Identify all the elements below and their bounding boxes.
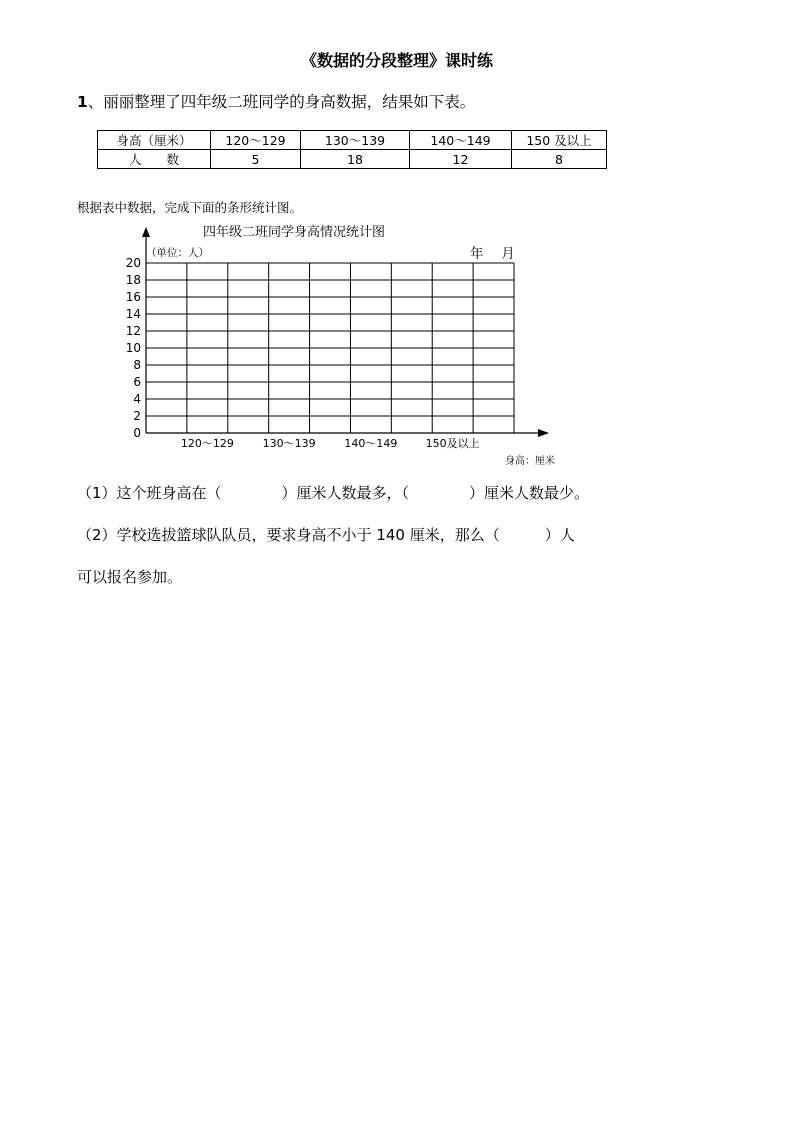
table-cell: 12 <box>410 150 512 169</box>
table-cell: 5 <box>211 150 301 169</box>
bar-chart <box>0 215 794 475</box>
question-text: 、丽丽整理了四年级二班同学的身高数据，结果如下表。 <box>87 93 476 111</box>
sub-question-2-continued: 可以报名参加。 <box>77 568 183 586</box>
y-tick-label: 14 <box>125 307 141 321</box>
y-tick-label: 8 <box>133 358 141 372</box>
chart-title: 四年级二班同学身高情况统计图 <box>202 225 386 240</box>
x-axis-label: 身高：厘米 <box>505 456 555 467</box>
x-tick-label: 130～139 <box>262 437 316 450</box>
y-tick-label: 2 <box>133 409 141 423</box>
table-cell: 120～129 <box>211 131 301 150</box>
y-tick-label: 4 <box>133 392 141 406</box>
table-cell: 人 数 <box>98 150 211 169</box>
x-tick-label: 120～129 <box>180 437 234 450</box>
chart-date-label: 年 月 <box>470 246 515 262</box>
sub-question-2: （2）学校选拔篮球队队员，要求身高不小于 140 厘米，那么（ ）人 <box>77 526 575 544</box>
instruction-text: 根据表中数据，完成下面的条形统计图。 <box>77 200 303 215</box>
y-tick-label: 16 <box>125 290 141 304</box>
table-cell: 身高（厘米） <box>98 131 211 150</box>
y-tick-labels <box>126 256 141 440</box>
y-tick-label: 0 <box>133 426 141 440</box>
x-tick-labels <box>181 436 480 450</box>
x-tick-label: 150及以上 <box>425 437 480 450</box>
question-number: 1 <box>77 93 88 111</box>
table-row <box>98 150 607 169</box>
table-cell: 8 <box>512 150 607 169</box>
y-axis-unit-label: （单位：人） <box>146 247 209 259</box>
x-axis-arrow-icon <box>538 429 549 437</box>
table-cell: 150 及以上 <box>512 131 607 150</box>
y-tick-label: 10 <box>125 341 141 355</box>
question-1 <box>77 90 475 112</box>
y-tick-label: 12 <box>125 324 141 338</box>
y-axis-arrow-icon <box>142 227 150 237</box>
table-cell: 18 <box>301 150 410 169</box>
y-tick-label: 18 <box>125 273 141 287</box>
table-cell: 140～149 <box>410 131 512 150</box>
y-tick-label: 6 <box>133 375 141 389</box>
height-table <box>97 130 607 169</box>
x-tick-label: 140～149 <box>344 437 398 450</box>
table-header-row <box>98 131 607 150</box>
table-cell: 130～139 <box>301 131 410 150</box>
sub-question-1: （1）这个班身高在（ ）厘米人数最多，（ ）厘米人数最少。 <box>77 484 590 502</box>
y-tick-label: 20 <box>125 256 141 270</box>
page-title: 《数据的分段整理》课时练 <box>300 51 493 70</box>
chart-grid <box>146 263 514 433</box>
